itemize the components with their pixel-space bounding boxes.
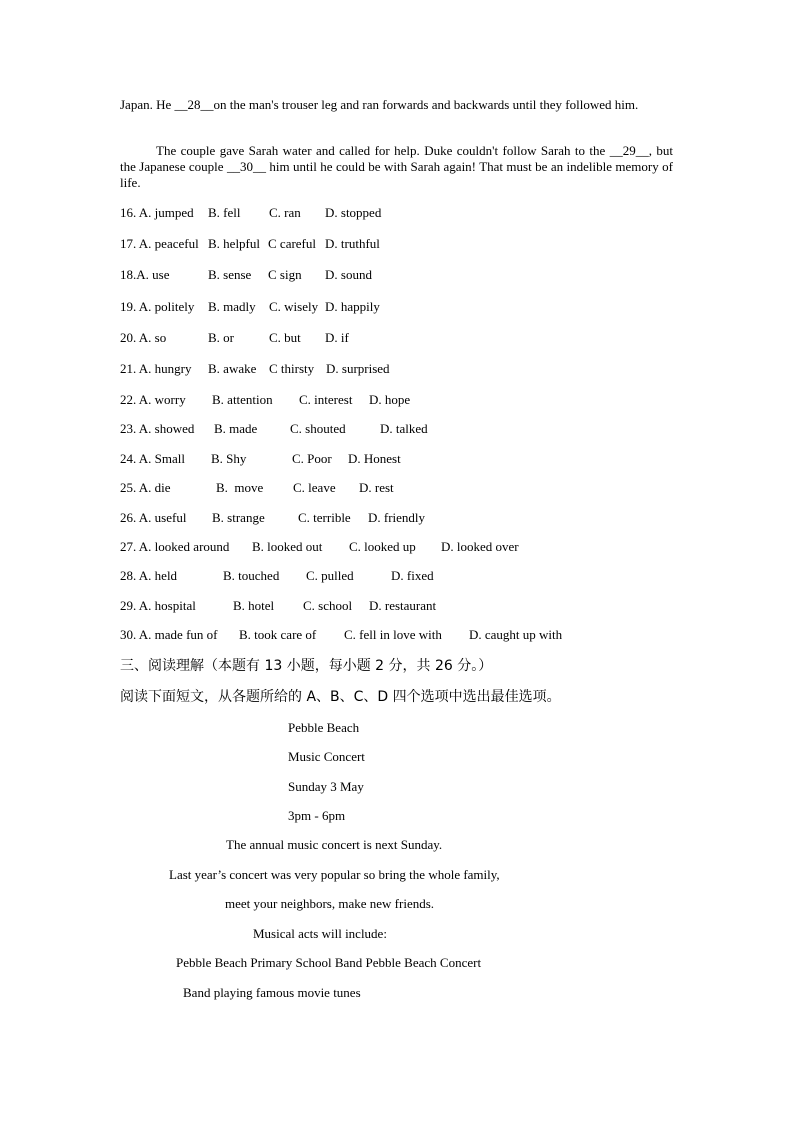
option-a: 21. A. hungry — [120, 361, 192, 376]
option-c: C. leave — [293, 480, 336, 495]
option-c: C. terrible — [298, 510, 351, 525]
question-26 — [120, 510, 680, 526]
option-b: B. Shy — [211, 451, 247, 466]
option-a: 30. A. made fun of — [120, 627, 218, 642]
option-b: B. fell — [208, 205, 241, 220]
option-b: B. strange — [212, 510, 265, 525]
option-d: D. restaurant — [369, 598, 437, 613]
section-instruction: 阅读下面短文，从各题所给的 A、B、C、D 四个选项中选出最佳选项。 — [120, 689, 561, 705]
option-d: D. talked — [380, 421, 428, 436]
poster-line-annual: The annual music concert is next Sunday. — [226, 837, 443, 852]
option-d: D. hope — [369, 392, 411, 407]
option-c: C. pulled — [306, 568, 354, 583]
option-b: B. touched — [223, 568, 280, 583]
option-a: 16. A. jumped — [120, 205, 194, 220]
option-a: 20. A. so — [120, 330, 167, 345]
question-24 — [120, 451, 680, 467]
option-d: D. fixed — [391, 568, 434, 583]
option-a: 24. A. Small — [120, 451, 186, 466]
option-b: B. move — [216, 480, 264, 495]
option-a: 22. A. worry — [120, 392, 186, 407]
question-25 — [120, 480, 680, 496]
option-c: C. fell in love with — [344, 627, 442, 642]
option-b: B. helpful — [208, 236, 260, 251]
option-d: D. happily — [325, 299, 380, 314]
section-heading: 三、阅读理解（本题有 13 小题，每小题 2 分，共 26 分。） — [120, 658, 493, 674]
option-b: B. awake — [208, 361, 257, 376]
option-a: 27. A. looked around — [120, 539, 230, 554]
question-19 — [120, 299, 680, 315]
poster-time: 3pm - 6pm — [288, 808, 346, 823]
option-a: 26. A. useful — [120, 510, 187, 525]
question-23 — [120, 421, 680, 437]
poster-line-neighbors: meet your neighbors, make new friends. — [225, 896, 435, 911]
option-b: B. or — [208, 330, 234, 345]
option-d: D. sound — [325, 267, 372, 282]
poster-line-popular: Last year’s concert was very popular so bring the whole family, — [169, 867, 500, 882]
option-b: B. attention — [212, 392, 273, 407]
poster-line-bands: Pebble Beach Primary School Band Pebble Beach Concert — [176, 955, 482, 970]
option-c: C. but — [269, 330, 301, 345]
option-a: 19. A. politely — [120, 299, 195, 314]
option-c: C. interest — [299, 392, 353, 407]
option-b: B. looked out — [252, 539, 323, 554]
question-29 — [120, 598, 680, 614]
question-21 — [120, 361, 680, 377]
question-22 — [120, 392, 680, 408]
option-a: 23. A. showed — [120, 421, 195, 436]
question-16 — [120, 205, 680, 221]
option-b: B. madly — [208, 299, 256, 314]
option-a: 17. A. peaceful — [120, 236, 199, 251]
option-c: C. school — [303, 598, 353, 613]
poster-line-acts: Musical acts will include: — [253, 926, 387, 941]
option-d: D. rest — [359, 480, 394, 495]
option-b: B. hotel — [233, 598, 275, 613]
option-b: B. sense — [208, 267, 252, 282]
option-b: B. made — [214, 421, 258, 436]
question-28 — [120, 568, 680, 584]
option-d: D. surprised — [326, 361, 390, 376]
passage-paragraph-2: The couple gave Sarah water and called for help. Duke couldn't follow Sarah to the __29__, but the Japanese couple __30__ him until he could be with Sarah again! That must be an indelible memory of life. — [120, 143, 673, 190]
option-c: C thirsty — [269, 361, 315, 376]
option-c: C. Poor — [292, 451, 332, 466]
option-b: B. took care of — [239, 627, 317, 642]
poster-title: Pebble Beach — [288, 720, 360, 735]
question-17 — [120, 236, 680, 252]
option-c: C. looked up — [349, 539, 416, 554]
poster-line-tunes: Band playing famous movie tunes — [183, 985, 361, 1000]
option-d: D. caught up with — [469, 627, 563, 642]
option-d: D. friendly — [368, 510, 426, 525]
option-d: D. truthful — [325, 236, 380, 251]
option-d: D. looked over — [441, 539, 519, 554]
option-c: C. shouted — [290, 421, 346, 436]
option-c: C. wisely — [269, 299, 319, 314]
question-30 — [120, 627, 680, 643]
passage-paragraph-1: Japan. He __28__on the man's trouser leg and ran forwards and backwards until they followed him. — [120, 97, 639, 112]
option-d: D. Honest — [348, 451, 401, 466]
option-a: 28. A. held — [120, 568, 178, 583]
option-c: C sign — [268, 267, 302, 282]
question-18 — [120, 267, 680, 283]
option-d: D. if — [325, 330, 349, 345]
poster-subtitle: Music Concert — [288, 749, 365, 764]
question-20 — [120, 330, 680, 346]
option-c: C careful — [268, 236, 317, 251]
poster-date: Sunday 3 May — [288, 779, 364, 794]
option-a: 18.A. use — [120, 267, 170, 282]
question-27 — [120, 539, 680, 555]
option-a: 25. A. die — [120, 480, 171, 495]
option-d: D. stopped — [325, 205, 382, 220]
option-c: C. ran — [269, 205, 301, 220]
option-a: 29. A. hospital — [120, 598, 196, 613]
